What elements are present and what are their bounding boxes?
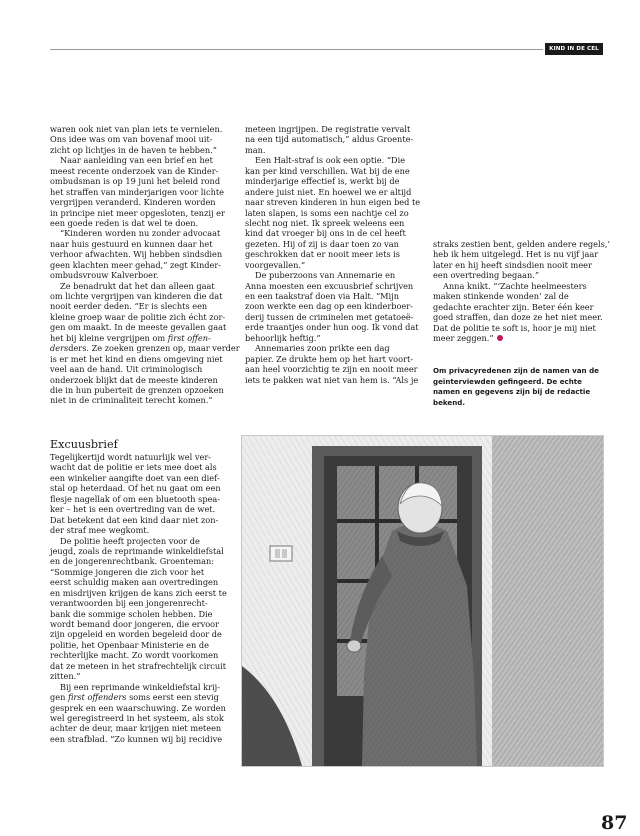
text-line: erde traantjes onder hun oog. Ik vond dat bbox=[245, 322, 419, 333]
column-1-bottom bbox=[50, 439, 227, 744]
text-line: kan per kind verschillen. Wat bij de ene bbox=[245, 165, 410, 176]
text-line-with-italic bbox=[50, 692, 227, 702]
text-line: na een tijd automatisch,” aldus Groente- bbox=[245, 134, 414, 145]
text-line: wacht dat de politie er iets mee doet als bbox=[50, 462, 217, 473]
text-fragment: meer zeggen.” bbox=[433, 332, 494, 343]
text-line: ombudsvrouw Kalverboer. bbox=[50, 270, 159, 281]
column-1-top bbox=[50, 124, 240, 406]
text-line: goed straffen, dan doze ze het niet meer. bbox=[433, 312, 603, 323]
note-line: geïnterviewden gefingeerd. De echte bbox=[433, 376, 582, 386]
text-line: Dat de politie te soft is, hoor je mij niet bbox=[433, 322, 596, 333]
text-line: waren ook niet van plan iets te vernielen. bbox=[50, 124, 223, 134]
text-line: Naar aanleiding van een brief en het bbox=[60, 155, 213, 166]
section-tag: KIND IN DE CEL bbox=[545, 43, 603, 55]
text-line: dat ze meteen in het strafrechtelijk circuit bbox=[50, 660, 227, 671]
text-line: rechterlijke macht. Zo wordt voorkomen bbox=[50, 650, 219, 661]
text-line: der straf mee wegkomt. bbox=[50, 525, 150, 536]
text-line: een overtreding begaan.” bbox=[433, 270, 540, 281]
text-line: geen klachten meer gehad,” zegt Kinder- bbox=[50, 259, 222, 270]
text-line: papier. Ze drukte hem op het hart voort- bbox=[245, 353, 413, 364]
text-line: behoorlijk heftig.” bbox=[245, 332, 321, 343]
text-line: wel geregistreerd in het systeem, als stok bbox=[50, 712, 224, 723]
illustration bbox=[241, 435, 604, 767]
text-line: zicht op lichtjes in de haven te hebben.” bbox=[50, 144, 217, 155]
text-line: meest recente onderzoek van de Kinder- bbox=[50, 165, 219, 176]
text-line: die in hun puberteit de grenzen opzoeken bbox=[50, 384, 224, 395]
text-line: stal op heterdaad. Of het nu gaat om een bbox=[50, 483, 221, 494]
privacy-note bbox=[433, 366, 611, 408]
italic-term: first offen- bbox=[167, 332, 211, 343]
text-line: meteen ingrijpen. De registratie vervalt bbox=[245, 124, 411, 134]
text-line: Anna moesten een excuusbrief schrijven bbox=[245, 280, 414, 291]
note-line: bekend. bbox=[433, 397, 466, 407]
text-line: een winkelier aangifte doet van een dief- bbox=[50, 472, 220, 483]
text-line: maken stinkende wonden’ zal de bbox=[433, 291, 569, 302]
text-line: Ze benadrukt dat het dan alleen gaat bbox=[60, 280, 215, 291]
text-line: verantwoorden bij een jongerenrecht- bbox=[50, 598, 208, 609]
text-line: voorgevallen.” bbox=[245, 259, 306, 270]
text-line: gesprek en een waarschuwing. Ze worden bbox=[50, 702, 226, 713]
pencil-drawing bbox=[242, 436, 603, 766]
text-line-with-end-mark bbox=[433, 333, 610, 343]
text-line-with-italic bbox=[50, 333, 240, 343]
text-line: naar huis gestuurd en kunnen daar het bbox=[50, 238, 213, 249]
text-fragment: ders. Ze zoeken grenzen op, maar verder bbox=[68, 343, 240, 354]
text-line-with-italic bbox=[50, 343, 240, 353]
text-line: Tegelijkertijd wordt natuurlijk wel ver- bbox=[50, 452, 211, 462]
text-line: bank die sommige scholen hebben. Die bbox=[50, 608, 213, 619]
text-line: straks zestien bent, gelden andere regels,’ bbox=[433, 239, 611, 249]
text-line: Annemaries zoon prikte een dag bbox=[255, 343, 390, 354]
text-line: kleine groep waar de politie zich écht zor- bbox=[50, 311, 226, 322]
note-line: namen en gegevens zijn bij de redactie bbox=[433, 387, 591, 396]
text-line: iets te pakken wat niet van hem is. “Als je bbox=[245, 374, 419, 385]
text-line: ker – het is een overtreding van de wet. bbox=[50, 504, 216, 515]
text-line: eerst schuldig maken aan overtredingen bbox=[50, 577, 219, 588]
text-line: De politie heeft projecten voor de bbox=[60, 535, 200, 546]
text-line: zijn opgeleid en worden begeleid door de bbox=[50, 629, 222, 640]
text-line: en de jongerenrechtbank. Groenteman: bbox=[50, 556, 215, 567]
column-2 bbox=[245, 124, 420, 385]
text-line: zitten.” bbox=[50, 671, 81, 682]
text-line: Een Halt-straf is ook een optie. “Die bbox=[255, 155, 406, 166]
text-line: flesje nagellak of om een bluetooth spea- bbox=[50, 493, 221, 504]
text-line: minderjarige effectief is, werkt bij de bbox=[245, 176, 400, 187]
text-line: naar streven kinderen in hun eigen bed te bbox=[245, 197, 421, 208]
text-line: gezeten. Hij of zij is daar toen zo van bbox=[245, 238, 399, 249]
text-line: verhoor afwachten. Wij hebben sindsdien bbox=[50, 249, 223, 260]
text-line: De puberzoons van Annemarie en bbox=[255, 270, 396, 281]
italic-term: ders bbox=[50, 343, 69, 354]
text-line: slecht nog niet. Ik spreek weleens een bbox=[245, 217, 405, 228]
text-line: onderzoek blijkt dat de meeste kinderen bbox=[50, 374, 218, 385]
text-line: zoon werkte een dag op een kinderboer- bbox=[245, 301, 413, 312]
text-line: achter de deur, maar krijgen niet meteen bbox=[50, 723, 222, 734]
text-fragment: het bij kleine vergrijpen om bbox=[50, 332, 168, 343]
text-line: is er met het kind en diens omgeving niet bbox=[50, 353, 223, 364]
header-rule bbox=[50, 49, 543, 50]
text-line: en een taakstraf doen via Halt. “Mijn bbox=[245, 291, 399, 301]
text-line: en misdrijven krijgen de kans zich eerst te bbox=[50, 587, 227, 598]
text-line: later en hij heeft sindsdien nooit meer bbox=[433, 259, 592, 270]
text-line: veel aan de hand. Uit criminologisch bbox=[50, 364, 203, 375]
text-line: niet in de criminaliteit terecht komen.” bbox=[50, 395, 213, 406]
text-line: wordt bemand door jongeren, die ervoor bbox=[50, 619, 219, 629]
text-line: “Kinderen worden nu zonder advocaat bbox=[60, 228, 221, 239]
text-line: een goede reden is dat wel te doen. bbox=[50, 217, 199, 228]
text-line: nooit eerder deden. “Er is slechts een bbox=[50, 301, 208, 312]
text-line: om lichte vergrijpen van kinderen die dat bbox=[50, 291, 223, 301]
text-line: politie, het Openbaar Ministerie en de bbox=[50, 639, 209, 650]
end-mark-dot bbox=[497, 335, 503, 341]
subheading: Excuusbrief bbox=[50, 438, 118, 451]
text-line: een strafblad. “Zo kunnen wij bij recidive bbox=[50, 733, 223, 744]
text-line: gedachte erachter zijn. Beter één keer bbox=[433, 301, 594, 312]
text-line: ombudsman is op 19 juni het beleid rond bbox=[50, 176, 221, 187]
text-line: geschrokken dat er nooit meer iets is bbox=[245, 249, 401, 260]
text-line: in principe niet meer opgesloten, tenzij er bbox=[50, 207, 225, 218]
text-line: Anna knikt. “‘Zachte heelmeesters bbox=[443, 280, 587, 291]
text-line: man. bbox=[245, 144, 266, 155]
text-line: vergrijpen veranderd. Kinderen worden bbox=[50, 197, 216, 208]
text-line: laten slapen, is soms een nachtje cel zo bbox=[245, 207, 409, 218]
column-3 bbox=[433, 239, 610, 343]
text-line: kind dat vroeger bij ons in de cel heeft bbox=[245, 228, 406, 239]
text-line: aan heel voorzichtig te zijn en nooit meer bbox=[245, 364, 418, 375]
text-line: gen om maakt. In de meeste gevallen gaat bbox=[50, 322, 227, 333]
text-line: Dat betekent dat een kind daar niet zon- bbox=[50, 514, 219, 525]
note-line: Om privacyredenen zijn de namen van de bbox=[433, 366, 599, 375]
text-fragment: gen bbox=[50, 692, 68, 703]
text-line: Bij een reprimande winkeldiefstal krij- bbox=[60, 681, 220, 692]
text-line: het straffen van minderjarigen voor lichte bbox=[50, 186, 225, 197]
text-fragment: soms eerst een stevig bbox=[126, 692, 219, 703]
text-line: heb ik hem uitgelegd. Het is nu vijf jaar bbox=[433, 249, 599, 260]
text-line: andere juist niet. En hoewel we er altijd bbox=[245, 186, 412, 197]
page-number: 87 bbox=[601, 812, 628, 834]
text-line: Ons idee was om van bovenaf mooi uit- bbox=[50, 134, 213, 145]
italic-term: first offenders bbox=[67, 692, 127, 703]
text-line: “Sommige jongeren die zich voor het bbox=[50, 566, 205, 577]
text-line: derij tussen de criminelen met getatoeë- bbox=[245, 311, 414, 322]
text-line: jeugd, zoals de reprimande winkeldiefstal bbox=[50, 545, 224, 556]
